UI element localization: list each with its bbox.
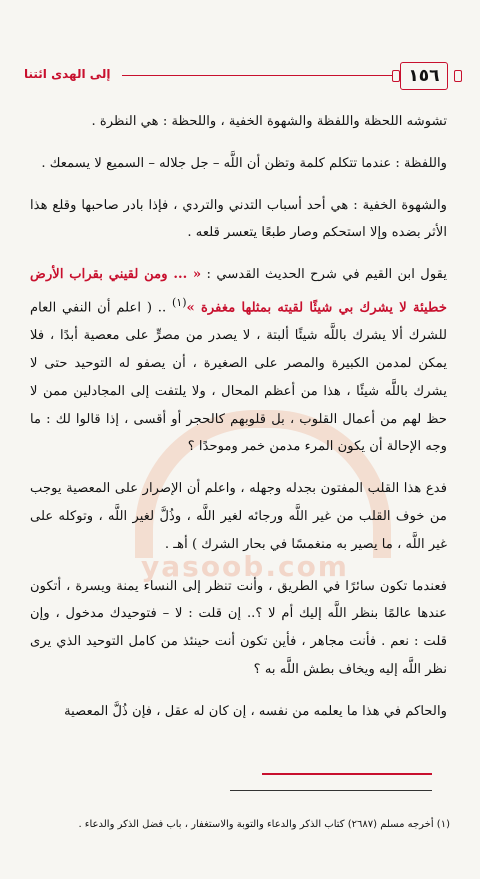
paragraph-3: والشهوة الخفية : هي أحد أسباب التدني والتردي ، فإذا بادر صاحبها وقلع هذا الأثر بضده وإلا استحكم وصار طبعًا يتعسر قلعه . bbox=[30, 197, 447, 241]
page-number: ١٥٦ bbox=[400, 62, 448, 90]
paragraph-4 bbox=[30, 261, 447, 461]
paragraph-2: واللفظة : عندما تتكلم كلمة وتظن أن اللَّه – جل جلاله – السميع لا يسمعك . bbox=[41, 155, 447, 171]
body-text bbox=[30, 108, 447, 726]
footnote-separator bbox=[230, 790, 432, 791]
paragraph-4-intro: يقول ابن القيم في شرح الحديث القدسي : bbox=[201, 267, 447, 283]
watermark-text: yasoob.com bbox=[141, 550, 349, 583]
paragraph-6: فعندما تكون سائرًا في الطريق ، وأنت تنظر إلى النساء يمنة ويسرة ، أتكون عندها عالمًا بنظر اللَّه إليك أم لا ؟.. إن قلت : لا – فتوحيدك مدخول ، وإن قلت : نعم . فأنت مجاهر ، فأين تكون أنت حينئذ من كامل التوحيد الذي يرى نظر اللَّه إليه ويخاف بطش اللَّه به ؟ bbox=[30, 578, 447, 677]
paragraph-1: تشوشه اللحظة واللفظة والشهوة الخفية ، واللحظة : هي النظرة . bbox=[91, 114, 447, 129]
emphasis-underline bbox=[262, 773, 432, 775]
running-title: إلى الهدى ائتنا bbox=[24, 67, 111, 81]
page-header bbox=[22, 62, 462, 90]
footnote-reference: (١) bbox=[172, 295, 187, 309]
paragraph-4-rest: .. ( اعلم أن النفي العام للشرك ألا يشرك باللَّه شيئًا ألبتة ، لا يصدر من مصرٍّ على معصية أبدًا ، فلا يمكن لمدمن الكبيرة والمصر على الصغيرة ، أن يصفو له التوحيد حتى لا يشرك باللَّه شيئًا ، هذا من أعظم المحال ، ولا يلتفت إلى المجادلين ممن لا حظ لهم من أعمال القلوب ، بل قلوبهم كالحجر أو أقسى ، إذا قالوا لك : ما وجه الإحالة أن يكون المرء مدمن خمر وموحدًا ؟ bbox=[30, 300, 447, 455]
header-ornament-right bbox=[454, 70, 462, 82]
hadith-quote: « ... ومن لقيني بقراب الأرض خطيئة لا يشرك بي شيئًا لقيته بمثلها مغفرة » bbox=[30, 267, 447, 316]
paragraph-5: فدع هذا القلب المفتون بجدله وجهله ، واعلم أن الإصرار على المعصية يوجب من خوف القلب من غير اللَّه ورجائه لغير اللَّه ، وذُلَّ لغير اللَّه ، وتوكله على غير اللَّه ، ما يصير به منغمسًا في بحار الشرك ) أهـ . bbox=[30, 481, 447, 552]
header-rule bbox=[122, 75, 392, 76]
footnote: (١) أخرجه مسلم (٢٦٨٧) كتاب الذكر والدعاء والتوبة والاستغفار ، باب فضل الذكر والدعاء . bbox=[78, 819, 450, 830]
header-ornament-left bbox=[392, 70, 400, 82]
paragraph-7: والحاكم في هذا ما يعلمه من نفسه ، إن كان له عقل ، فإن ذُلَّ المعصية bbox=[64, 703, 447, 719]
